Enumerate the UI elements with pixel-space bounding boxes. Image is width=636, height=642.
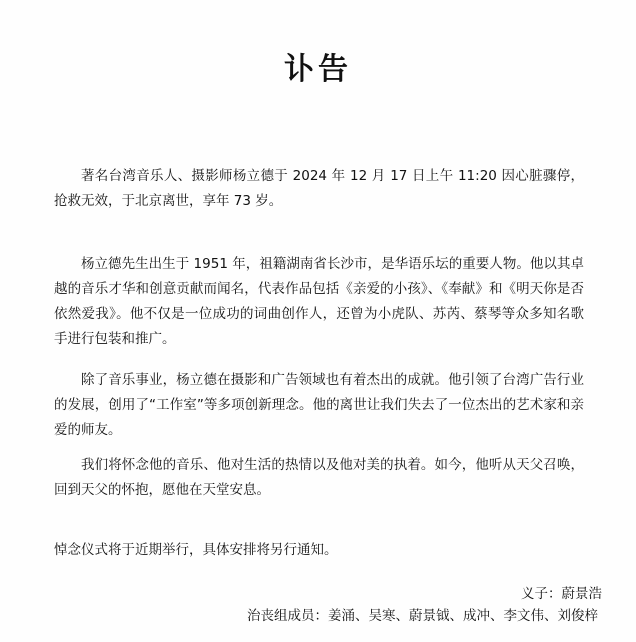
- paragraph-achievements: 除了音乐事业，杨立德在摄影和广告领域也有着杰出的成就。他引领了台湾广告行业的发展，创用了“工作室”等多项创新理念。他的离世让我们失去了一位杰出的艺术家和亲爱的师友。: [54, 372, 584, 438]
- paragraph-biography: 杨立德先生出生于 1951 年，祖籍湖南省长沙市，是华语乐坛的重要人物。他以其卓越的音乐才华和创意贡献而闻名，代表作品包括《亲爱的小孩》、《奉献》和《明天你是否依然爱我》。他不仅是一位成功的词曲创作人，还曾为小虎队、苏芮、蔡琴等众多知名歌手进行包装和推广。: [54, 256, 584, 347]
- document-title: 讣告: [284, 52, 352, 87]
- memorial-notice: 悼念仪式将于近期举行，具体安排将另行通知。: [54, 542, 338, 558]
- signature-son: 义子：蔚景浩: [521, 586, 602, 602]
- paragraph-remembrance: 我们将怀念他的音乐、他对生活的热情以及他对美的执着。如今，他听从天父召唤，回到天父的怀抱，愿他在天堂安息。: [54, 457, 584, 498]
- signature-committee: 治丧组成员：姜涌、吴寒、蔚景钺、成冲、李文伟、刘俊梓: [247, 608, 598, 624]
- paragraph-death-notice: 著名台湾音乐人、摄影师杨立德于 2024 年 12 月 17 日上午 11:20 因心脏骤停，抢救无效，于北京离世，享年 73 岁。: [54, 168, 584, 209]
